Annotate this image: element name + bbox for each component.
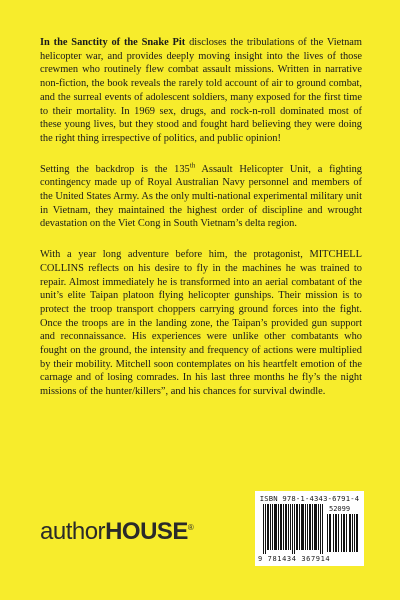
back-cover-blurb	[40, 36, 362, 416]
publisher-logo	[40, 518, 193, 546]
ordinal-suffix: th	[189, 161, 196, 170]
publisher-logo-part1: author	[40, 518, 106, 545]
blurb-paragraph-2-end: Assault Helicopter Unit, a fighting contingency made up of Royal Australian Navy personnel and members of the United States Army. As the only multi-national experimental military unit in Vietnam, they maintained the highest order of discipline and wrought devastation on the Viet Cong in South Vietnam’s delta region.	[40, 163, 362, 230]
publisher-logo-part2: HOUSE	[105, 518, 188, 545]
blurb-paragraph-1-text: discloses the tribulations of the Vietnam helicopter war, and provides deeply moving insight into the lives of those crewmen who routinely flew combat assault missions. Written in narrative non-fiction, the book reveals the rarely told account of air to ground combat, and the surreal events of adolescent soldiers, many exposed for the first time to their mortality. In 1969 sex, drugs, and rock-n-roll dominated most of these young lives, but they stood and fought hard believing they were doing the right thing irrespective of politics, and public opinion!	[40, 37, 362, 144]
book-title-inline: In the Sanctity of the Snake Pit	[40, 37, 186, 48]
blurb-paragraph-3-text: With a year long adventure before him, the protagonist, MITCHELL COLLINS reflects on his desire to fly in the machines he was trained to repair. Almost immediately he is transformed into an aerial combatant of the unit’s elite Taipan platoon flying helicopter gunships. Their mission is to protect the troop transport choppers carrying ground forces into the fight. Once the troops are in the landing zone, the Taipan’s provided gun support and reconnaissance. His experiences were unlike other combatants who fought on the ground, the intensity and frequency of actions were multiplied by their mobility. Mitchell soon contemplates on his heartfelt emotion of the carnage and of losing comrades. In his last three months he fly’s the night missions of the hunter/killers”, and his chances for survival dwindle.	[40, 249, 362, 398]
ean-digits: 9 781434 367914	[258, 555, 331, 563]
blurb-paragraph-2	[40, 163, 362, 232]
blurb-paragraph-3	[40, 248, 362, 399]
blurb-paragraph-2-start: Setting the backdrop is the 135	[40, 163, 190, 175]
blurb-paragraph-1	[40, 36, 362, 146]
ean-barcode-bars	[263, 504, 325, 554]
price-addon-bars	[327, 514, 359, 552]
registered-mark: ®	[187, 523, 194, 532]
isbn-label: ISBN 978-1-4343-6791-4	[259, 494, 360, 503]
price-code: 52099	[329, 505, 351, 513]
isbn-barcode	[255, 491, 364, 566]
